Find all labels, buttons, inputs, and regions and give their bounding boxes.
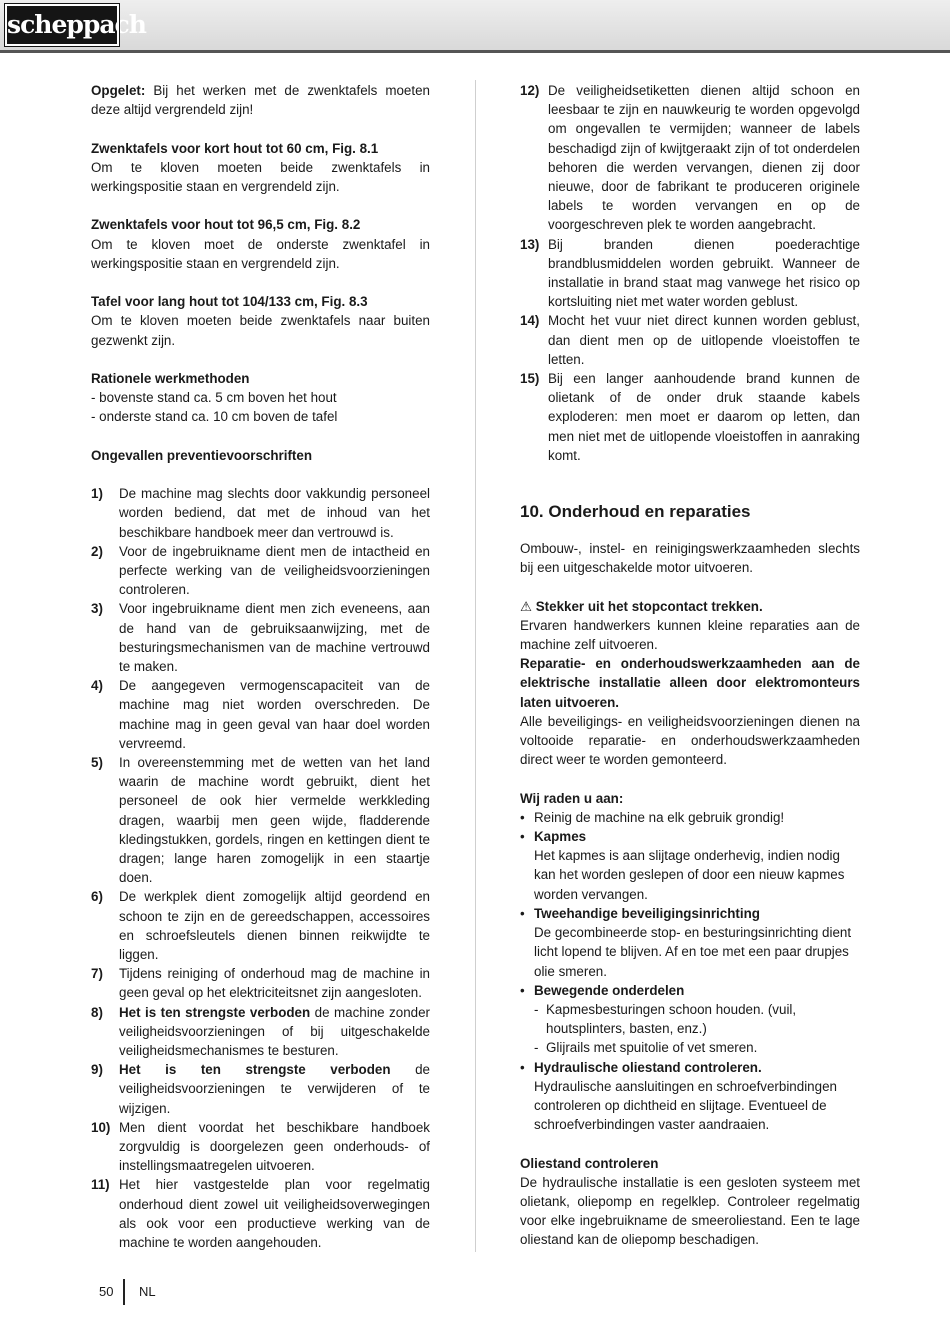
advice-block: [534, 827, 860, 904]
rule-number: 7): [91, 966, 103, 982]
rule-item: [91, 1175, 430, 1252]
rule-text: De werkplek dient zomogelijk altijd geordend en schoon te zijn en de gereedschappen, accessoires en schroefsleutels dienen binnen reikwijdte te liggen.: [119, 889, 430, 963]
section-body: Om te kloven moeten beide zwenktafels naar buiten gezwenkt zijn.: [91, 313, 430, 348]
rule-number: 14): [520, 313, 540, 329]
rule-text: De machine mag slechts door vakkundig personeel worden bediend, dat met de inhoud van het beschikbare handboek meer dan vertrouwd is.: [119, 486, 430, 540]
caution-paragraph: [91, 81, 430, 119]
rule-emphasis: Het is ten strengste verboden: [119, 1004, 311, 1020]
section-title: Zwenktafels voor kort hout tot 60 cm, Fig. 8.1: [91, 140, 379, 156]
dash-icon: -: [534, 1001, 539, 1017]
advice-block: [534, 1058, 860, 1135]
rule-item: [91, 887, 430, 964]
twohand-text: De gecombineerde stop- en besturingsinrichting dient licht lopend te blijven. Af en toe met een paar drupjes olie smeren.: [534, 925, 852, 979]
rule-item: [520, 311, 860, 369]
moving-subitem-text: Kapmesbesturingen schoon houden. (vuil, houtsplinters, basten, enz.): [546, 1001, 797, 1037]
rule-number: 3): [91, 601, 103, 617]
advice-title: Wij raden u aan:: [520, 790, 624, 806]
rule-number: 5): [91, 755, 103, 771]
rule-number: 9): [91, 1062, 103, 1078]
prevention-title: Ongevallen preventievoorschriften: [91, 447, 313, 463]
kapmes-text: Het kapmes is aan slijtage onderhevig, indien nodig kan het worden geslepen of door een nieuw kapmes worden vervangen.: [534, 848, 845, 902]
rule-number: 8): [91, 1004, 103, 1020]
rule-item: [91, 1003, 430, 1061]
hydraulic-title: Hydraulische oliestand controleren.: [534, 1059, 762, 1075]
methods-title: Rationele werkmethoden: [91, 370, 250, 386]
rule-text: Mocht het vuur niet direct kunnen worden geblust, dan dient men op de uitlopende vloeistoffen te letten.: [548, 313, 860, 367]
unplug-warning: [520, 597, 860, 616]
maintenance-intro: Ombouw-, instel- en reinigingswerkzaamheden slechts bij een uitgeschakelde motor uitvoeren.: [520, 541, 860, 576]
rule-text: Tijdens reiniging of onderhoud mag de machine in geen geval op het elektriciteitsnet zijn aangesloten.: [119, 966, 430, 1001]
bullet-icon: •: [520, 982, 525, 998]
rule-text: Voor ingebruikname dient men zich eveneens, aan de hand van de gebruiksaanwijzing, met de besturingsmechanismen van de machine vertrouwd te maken.: [119, 601, 430, 674]
unplug-warning-text: Stekker uit het stopcontact trekken.: [532, 598, 763, 614]
maintenance-section-title: 10. Onderhoud en reparaties: [520, 502, 751, 522]
rule-item: [91, 1060, 430, 1118]
rule-text-wrap: [119, 1003, 430, 1061]
kapmes-title: Kapmes: [534, 829, 587, 845]
safety-remount-text: Alle beveiligings- en veiligheidsvoorzieningen dienen na voltooide reparatie- en onderhoudswerkzaamheden direct weer te worden gemonteerd.: [520, 713, 860, 768]
rule-item: [520, 235, 860, 312]
advice-item: [520, 827, 860, 904]
rule-text: de machine zonder veiligheidsvoorzieningen of bij uitgeschakelde veiligheidsmechanismes te besturen.: [119, 1004, 430, 1059]
footer-separator: [123, 1279, 125, 1305]
page-header: [0, 0, 950, 50]
rule-item: [91, 599, 430, 676]
advice-block: [534, 904, 860, 981]
section-body: Om te kloven moeten beide zwenktafels in werkingspositie staan en vergrendeld zijn.: [91, 159, 430, 194]
rule-item: [91, 1118, 430, 1176]
left-column: [91, 81, 430, 1252]
bullet-icon: •: [520, 809, 525, 825]
rule-text: De veiligheidsetiketten dienen altijd schoon en leesbaar te zijn en nauwkeurig te worden opgevolgd om ongevallen te vermijden; wanneer de labels beschadigd zijn of kwijtgeraakt zijn of tot onderdelen behoren die werden vervangen, dienen zij door nieuwe, door de fabrikant te produceren originele labels te worden vervangen en op de voorgeschreven plek te worden aangebracht.: [548, 83, 860, 233]
right-column: [520, 81, 860, 1250]
method-item: - bovenste stand ca. 5 cm boven het hout: [91, 390, 337, 406]
rule-number: 13): [520, 236, 540, 252]
rule-item: [91, 542, 430, 600]
advice-text: Reinig de machine na elk gebruik grondig!: [534, 809, 785, 825]
twohand-title: Tweehandige beveiligingsinrichting: [534, 905, 760, 921]
dash-icon: -: [534, 1040, 539, 1056]
rule-item: [91, 484, 430, 542]
caution-text: Bij het werken met de zwenktafels moeten deze altijd vergrendeld zijn!: [91, 83, 430, 118]
header-rule: [0, 50, 950, 53]
column-divider: [475, 80, 476, 1252]
moving-subitem-text: Glijrails met spuitolie of vet smeren.: [546, 1040, 758, 1056]
advice-item: [520, 981, 860, 1000]
warning-icon: ⚠: [520, 598, 533, 614]
rule-emphasis: Het is ten strengste verboden: [119, 1062, 391, 1078]
moving-subitem: [520, 1000, 860, 1038]
advice-item: [520, 808, 860, 827]
rule-text: de veiligheidsvoorzieningen te verwijderen of te wijzigen.: [119, 1062, 430, 1116]
rule-text: Voor de ingebruikname dient men de intactheid en perfecte werking van de veiligheidsvoorzieningen controleren.: [119, 543, 430, 598]
rule-number: 2): [91, 543, 103, 559]
method-item: - onderste stand ca. 10 cm boven de tafel: [91, 409, 338, 425]
hydraulic-text: Hydraulische aansluitingen en schroefverbindingen controleren op dichtheid en slijtage. Eventueel de schroefverbindingen vaster aandraaien.: [534, 1078, 837, 1133]
rule-text: Bij een langer aanhoudende brand kunnen de olietank of de onder druk staande kabels exploderen: men moet er daarom op letten, dan men niet met de uitlopende vloeistoffen in aanraking komt.: [548, 371, 860, 463]
rule-text: De aangegeven vermogenscapaciteit van de machine mag niet worden overschreden. De machine mag in geen geval van haar doel worden vervreemd.: [119, 678, 430, 751]
language-code: NL: [139, 1284, 156, 1299]
section-body: Om te kloven moet de onderste zwenktafel in werkingspositie staan en vergrendeld zijn.: [91, 236, 430, 271]
rule-number: 12): [520, 83, 540, 98]
oil-title: Oliestand controleren: [520, 1155, 659, 1171]
repair-text: Ervaren handwerkers kunnen kleine reparaties aan de machine zelf uitvoeren.: [520, 617, 860, 653]
bullet-icon: •: [520, 905, 525, 921]
caution-label: Opgelet:: [91, 83, 146, 98]
advice-item: [520, 904, 860, 981]
bullet-icon: •: [520, 1059, 525, 1075]
rule-text-wrap: [119, 1060, 430, 1118]
rule-number: 10): [91, 1119, 111, 1135]
rule-number: 11): [91, 1177, 110, 1193]
rule-item: [520, 369, 860, 465]
page-number: 50: [99, 1284, 114, 1299]
rule-item: [91, 964, 430, 1002]
rule-item: [91, 753, 430, 887]
rule-text: Het hier vastgestelde plan voor regelmatig onderhoud dient zowel uit veiligheidsoverwegingen als ook voor een productieve werking van de machine te worden aangehouden.: [119, 1177, 430, 1251]
oil-text: De hydraulische installatie is een gesloten systeem met olietank, oliepomp en regelklep. Controleer regelmatig voor elke ingebruikname de smeeroliestand. Een te lage oliestand kan de oliepomp beschadigen.: [520, 1174, 860, 1248]
rule-number: 1): [91, 486, 103, 502]
section-title: Zwenktafels voor hout tot 96,5 cm, Fig. 8.2: [91, 217, 361, 233]
rule-item: [520, 81, 860, 235]
bullet-icon: •: [520, 829, 525, 845]
advice-item: [520, 1058, 860, 1135]
rule-number: 15): [520, 371, 540, 387]
moving-subitem: [520, 1038, 860, 1057]
rule-text: In overeenstemming met de wetten van het land waarin de machine wordt gebruikt, dient het personeel de ook hier vermelde werkkleding dragen, waarbij men geen wijde, fladderende kledingstukken, gordels, ringen en kettingen dient te dragen; lange haren zomogelijk in een staartje doen.: [119, 755, 430, 886]
rule-text: Men dient voordat het beschikbare handboek zorgvuldig is doorgelezen geen onderhouds- of instellingsmaatregelen uitvoeren.: [119, 1119, 430, 1174]
rule-text: Bij branden dienen poederachtige brandblusmiddelen worden gebruikt. Wanneer de installatie in brand staat mag vanwege het risico op kortsluiting niet met water worden geblust.: [548, 236, 860, 310]
repair-electric-note: Reparatie- en onderhoudswerkzaamheden aan de elektrische installatie alleen door elektromonteurs laten uitvoeren.: [520, 656, 860, 710]
moving-title: Bewegende onderdelen: [534, 982, 685, 998]
brand-logo: scheppach: [5, 4, 119, 46]
rule-item: [91, 676, 430, 753]
rule-number: 4): [91, 678, 103, 694]
section-title: Tafel voor lang hout tot 104/133 cm, Fig. 8.3: [91, 294, 368, 310]
rule-number: 6): [91, 889, 103, 905]
